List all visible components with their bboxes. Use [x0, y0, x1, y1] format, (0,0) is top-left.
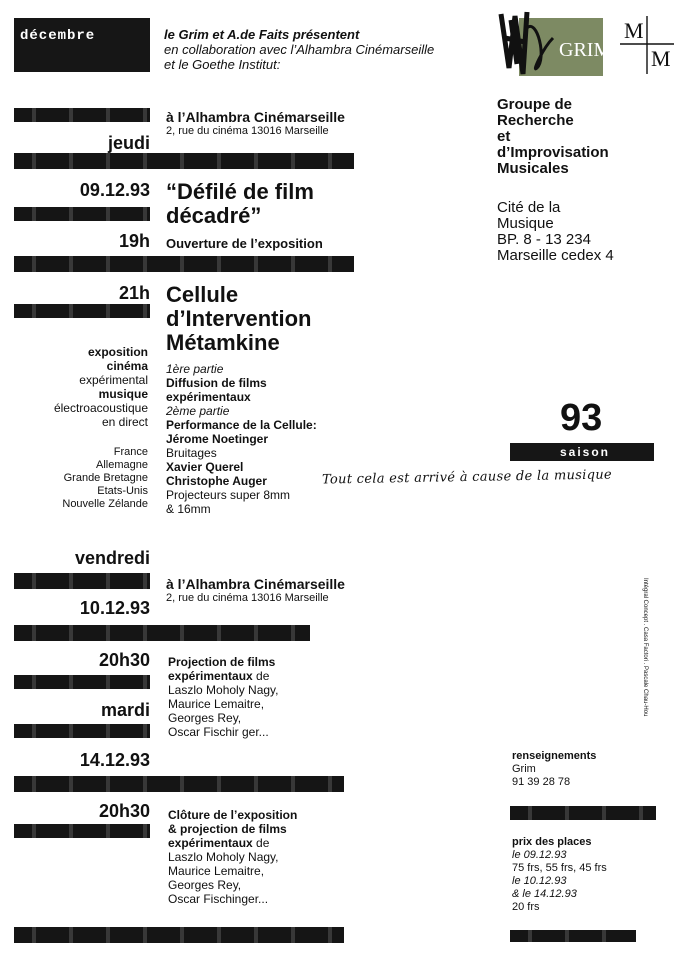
prices: [512, 836, 607, 914]
season-banner: [510, 443, 654, 461]
event-title-line: Projection de films: [168, 655, 276, 669]
divider-bar: [14, 153, 354, 169]
time-19h: 19h: [118, 231, 150, 251]
day-vendredi: vendredi: [74, 548, 150, 568]
divider-bar: [14, 927, 344, 943]
day-mardi: mardi: [100, 700, 150, 720]
category-item: exposition: [87, 345, 148, 359]
price-line: & le 14.12.93: [512, 888, 577, 900]
divider-bar: [14, 108, 150, 122]
country-item: Grande Bretagne: [63, 472, 148, 484]
category-item: cinéma: [106, 359, 148, 373]
event-de: de: [256, 836, 270, 850]
venue-vendredi: [166, 577, 345, 605]
category-item: électroacoustique: [53, 401, 148, 415]
address-line: BP. 8 - 13 234: [497, 231, 591, 248]
grim-name-line: d’Improvisation: [497, 144, 609, 161]
address-line: Marseille cedex 4: [497, 247, 614, 264]
divider-bar: [14, 625, 310, 641]
title-line: Métamkine: [166, 330, 280, 355]
category-item: en direct: [101, 415, 148, 429]
event-title-line: & projection de films: [168, 822, 287, 836]
renseignements-phone: 91 39 28 78: [512, 776, 571, 788]
event-de: de: [256, 669, 270, 683]
divider-bar: [14, 304, 150, 318]
collab-line-1: en collaboration avec l’Alhambra Cinémarseille: [164, 42, 435, 57]
event-cellule: [166, 283, 311, 355]
artist-item: Oscar Fischinger...: [168, 892, 269, 906]
event-title-defile: [166, 180, 314, 228]
divider-bar: [14, 724, 150, 738]
title-line: décadré”: [166, 203, 262, 228]
mm-logo: [618, 14, 676, 76]
artist-item: Maurice Lemaitre,: [168, 697, 265, 711]
prices-title: prix des places: [512, 836, 592, 848]
grim-logo-graphic: [497, 8, 612, 80]
divider-bar: [14, 675, 150, 689]
season-number: 93: [560, 397, 603, 439]
country-item: France: [113, 446, 148, 458]
grim-logo: [497, 8, 612, 80]
artist-item: Georges Rey,: [168, 711, 242, 725]
divider-bar: [14, 256, 354, 272]
category-item: musique: [98, 387, 148, 401]
projectors-line: Projecteurs super 8mm: [166, 488, 291, 502]
event-cloture: [168, 808, 297, 906]
event-opening: Ouverture de l’exposition: [166, 236, 323, 251]
title-line: “Défilé de film: [166, 179, 314, 204]
price-line: le 10.12.93: [512, 875, 567, 887]
time-21h: 21h: [118, 283, 150, 303]
mm-logo-bottom: M: [651, 46, 671, 71]
venue-name: à l’Alhambra Cinémarseille: [166, 576, 345, 592]
divider-bar: [14, 776, 344, 792]
title-line: d’Intervention: [166, 306, 312, 331]
time-vendredi: 20h30: [98, 650, 150, 670]
header-text: [164, 27, 494, 72]
event-title-line: expérimentaux: [168, 669, 253, 683]
price-line: 20 frs: [512, 901, 540, 913]
artist-item: Oscar Fischir ger...: [168, 725, 269, 739]
venue-address: 2, rue du cinéma 13016 Marseille: [166, 592, 329, 604]
handwritten-note: Tout cela est arrivé à cause de la musique: [321, 467, 613, 488]
grim-logo-text: GRIM: [559, 39, 612, 61]
country-item: Etats-Unis: [97, 485, 148, 497]
venue-name: à l’Alhambra Cinémarseille: [166, 109, 345, 125]
divider-bar: [14, 824, 150, 838]
part2-title: Performance de la Cellule:: [166, 418, 317, 432]
mm-logo-top: M: [624, 18, 644, 43]
event-title-line: expérimentaux: [168, 836, 253, 850]
renseignements: [512, 750, 596, 789]
collab-line-2: et le Goethe Institut:: [164, 57, 281, 72]
renseignements-name: Grim: [512, 763, 536, 775]
month-label: décembre: [20, 28, 96, 44]
grim-name-line: Recherche: [497, 112, 574, 129]
performer-name: Jérome Noetinger: [166, 432, 269, 446]
grim-name-line: et: [497, 128, 511, 145]
part1-label: 1ère partie: [166, 362, 224, 376]
month-banner: [14, 18, 150, 72]
performer-name: Christophe Auger: [166, 474, 267, 488]
time-mardi: 20h30: [98, 801, 150, 821]
date-mardi: 14.12.93: [79, 750, 150, 770]
address-line: Cité de la: [497, 199, 561, 216]
divider-bar: [14, 207, 150, 221]
event-projection: [168, 655, 279, 739]
country-item: Nouvelle Zélande: [62, 498, 148, 510]
grim-name: [497, 97, 609, 177]
season-label: saison: [560, 445, 611, 459]
price-line: 75 frs, 55 frs, 45 frs: [512, 862, 607, 874]
grim-address: [497, 200, 614, 264]
price-line: le 09.12.93: [512, 849, 567, 861]
projectors-line: & 16mm: [166, 502, 211, 516]
presenters: le Grim et A.de Faits présentent: [164, 27, 360, 42]
country-list: [14, 446, 148, 511]
performer-name: Xavier Querel: [166, 460, 244, 474]
renseignements-title: renseignements: [512, 750, 597, 762]
category-list: [14, 345, 148, 429]
artist-item: Laszlo Moholy Nagy,: [168, 683, 279, 697]
artist-item: Georges Rey,: [168, 878, 242, 892]
divider-bar: [510, 806, 656, 820]
day-jeudi: jeudi: [107, 133, 150, 153]
program: [166, 362, 406, 516]
credits-vertical: Intégral Concept . Casa Factori . Pascale Chau-Hou: [642, 578, 648, 717]
event-title-line: Clôture de l’exposition: [168, 808, 298, 822]
grim-name-line: Groupe de: [497, 96, 573, 113]
date-jeudi: 09.12.93: [79, 180, 150, 200]
venue-jeudi: [166, 110, 345, 138]
artist-item: Maurice Lemaitre,: [168, 864, 265, 878]
performer-role: Bruitages: [166, 446, 217, 460]
grim-name-line: Musicales: [497, 160, 569, 177]
part1-title: expérimentaux: [166, 390, 251, 404]
date-vendredi: 10.12.93: [79, 598, 150, 618]
part1-title: Diffusion de films: [166, 376, 267, 390]
venue-address: 2, rue du cinéma 13016 Marseille: [166, 125, 329, 137]
category-item: expérimental: [79, 373, 148, 387]
country-item: Allemagne: [96, 459, 148, 471]
address-line: Musique: [497, 215, 554, 232]
part2-label: 2ème partie: [166, 404, 230, 418]
artist-item: Laszlo Moholy Nagy,: [168, 850, 279, 864]
divider-bar: [14, 573, 150, 589]
divider-bar: [510, 930, 636, 942]
title-line: Cellule: [166, 282, 239, 307]
